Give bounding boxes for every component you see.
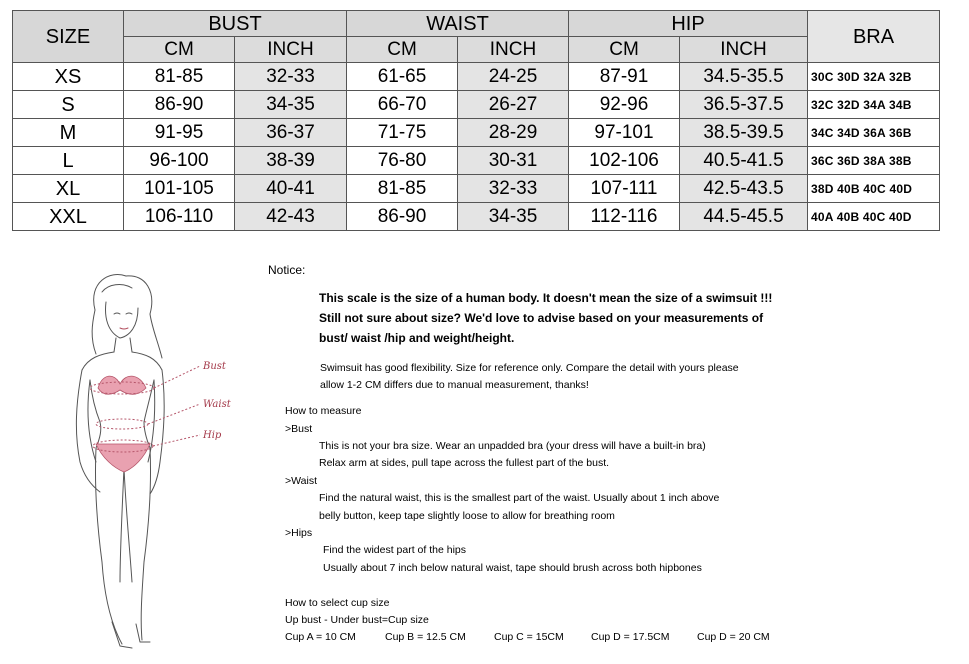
- cup-size-formula: Up bust - Under bust=Cup size: [285, 614, 429, 626]
- hip-inch-cell: 36.5-37.5: [680, 91, 808, 119]
- cup-a-value: Cup A = 10 CM: [285, 631, 356, 643]
- cup-c-value: Cup C = 15CM: [494, 631, 564, 643]
- table-row: [13, 63, 940, 91]
- size-rows: [13, 63, 940, 231]
- waist-inch-cell: 34-35: [458, 203, 569, 231]
- bra-size-cell: 40A 40B 40C 40D: [808, 203, 940, 231]
- hips-instruction-2: Usually about 7 inch below natural waist, tape should brush across both hipbones: [323, 562, 702, 574]
- body-measurement-illustration: [50, 262, 250, 652]
- hip-cm-cell: 92-96: [569, 91, 680, 119]
- waist-instruction-1: Find the natural waist, this is the smallest part of the waist. Usually about 1 inch above: [319, 492, 720, 504]
- bust-cm-cell: 91-95: [124, 119, 235, 147]
- hip-cm-cell: 87-91: [569, 63, 680, 91]
- flexibility-line-2: allow 1-2 CM differs due to manual measurement, thanks!: [320, 379, 589, 391]
- hip-inch-cell: 34.5-35.5: [680, 63, 808, 91]
- bust-header: BUST: [124, 11, 347, 37]
- bust-inch-cell: 42-43: [235, 203, 347, 231]
- bust-inch-cell: 36-37: [235, 119, 347, 147]
- waist-cm-cell: 81-85: [347, 175, 458, 203]
- waist-cm-cell: 71-75: [347, 119, 458, 147]
- hip-inch-cell: 44.5-45.5: [680, 203, 808, 231]
- how-to-measure-heading: How to measure: [285, 405, 362, 417]
- hip-cm-cell: 97-101: [569, 119, 680, 147]
- bust-cm-header: CM: [124, 37, 235, 63]
- bust-instruction-2: Relax arm at sides, pull tape across the fullest part of the bust.: [319, 457, 610, 469]
- hip-measure-label: Hip: [203, 430, 222, 441]
- size-cell: XL: [13, 175, 124, 203]
- bust-cm-cell: 96-100: [124, 147, 235, 175]
- hip-header: HIP: [569, 11, 808, 37]
- waist-instruction-2: belly button, keep tape slightly loose to allow for breathing room: [319, 510, 615, 522]
- table-row: [13, 147, 940, 175]
- bra-header: BRA: [808, 11, 940, 63]
- waist-measure-label: Waist: [203, 399, 231, 410]
- table-row: [13, 175, 940, 203]
- waist-inch-cell: 26-27: [458, 91, 569, 119]
- hip-inch-header: INCH: [680, 37, 808, 63]
- bust-inch-cell: 34-35: [235, 91, 347, 119]
- size-cell: M: [13, 119, 124, 147]
- bust-cm-cell: 86-90: [124, 91, 235, 119]
- bra-size-cell: 32C 32D 34A 34B: [808, 91, 940, 119]
- hips-heading: >Hips: [285, 527, 313, 539]
- waist-cm-cell: 61-65: [347, 63, 458, 91]
- size-cell: S: [13, 91, 124, 119]
- hip-cm-cell: 112-116: [569, 203, 680, 231]
- size-cell: XXL: [13, 203, 124, 231]
- waist-heading: >Waist: [285, 475, 317, 487]
- table-row: [13, 91, 940, 119]
- notice-title: Notice:: [268, 263, 306, 277]
- flexibility-line-1: Swimsuit has good flexibility. Size for reference only. Compare the detail with yours please: [320, 362, 739, 374]
- waist-header: WAIST: [347, 11, 569, 37]
- bust-inch-cell: 32-33: [235, 63, 347, 91]
- waist-inch-cell: 30-31: [458, 147, 569, 175]
- bust-measure-label: Bust: [203, 361, 226, 372]
- cup-size-heading: How to select cup size: [285, 597, 390, 609]
- waist-cm-cell: 76-80: [347, 147, 458, 175]
- hips-instruction-1: Find the widest part of the hips: [323, 544, 466, 556]
- table-row: [13, 203, 940, 231]
- waist-inch-cell: 24-25: [458, 63, 569, 91]
- waist-cm-header: CM: [347, 37, 458, 63]
- notice-bold-line-2: Still not sure about size? We'd love to advise based on your measurements of: [319, 311, 764, 325]
- size-header: SIZE: [13, 11, 124, 63]
- hip-inch-cell: 40.5-41.5: [680, 147, 808, 175]
- bust-instruction-1: This is not your bra size. Wear an unpadded bra (your dress will have a built-in bra): [319, 440, 706, 452]
- bust-inch-cell: 40-41: [235, 175, 347, 203]
- waist-inch-cell: 28-29: [458, 119, 569, 147]
- waist-cm-cell: 66-70: [347, 91, 458, 119]
- size-cell: XS: [13, 63, 124, 91]
- bra-size-cell: 36C 36D 38A 38B: [808, 147, 940, 175]
- cup-d-value: Cup D = 17.5CM: [591, 631, 670, 643]
- waist-inch-header: INCH: [458, 37, 569, 63]
- waist-inch-cell: 32-33: [458, 175, 569, 203]
- hip-cm-cell: 107-111: [569, 175, 680, 203]
- cup-d-alt-value: Cup D = 20 CM: [697, 631, 770, 643]
- bra-size-cell: 30C 30D 32A 32B: [808, 63, 940, 91]
- notice-bold-line-3: bust/ waist /hip and weight/height.: [319, 331, 515, 345]
- bra-size-cell: 34C 34D 36A 36B: [808, 119, 940, 147]
- table-row: [13, 119, 940, 147]
- bust-cm-cell: 101-105: [124, 175, 235, 203]
- notice-bold-line-1: This scale is the size of a human body. It doesn't mean the size of a swimsuit !!!: [319, 291, 773, 305]
- size-cell: L: [13, 147, 124, 175]
- hip-cm-cell: 102-106: [569, 147, 680, 175]
- size-chart-table: [12, 10, 940, 231]
- bust-inch-header: INCH: [235, 37, 347, 63]
- bust-inch-cell: 38-39: [235, 147, 347, 175]
- bra-size-cell: 38D 40B 40C 40D: [808, 175, 940, 203]
- hip-inch-cell: 38.5-39.5: [680, 119, 808, 147]
- bust-heading: >Bust: [285, 423, 313, 435]
- waist-cm-cell: 86-90: [347, 203, 458, 231]
- cup-b-value: Cup B = 12.5 CM: [385, 631, 466, 643]
- hip-inch-cell: 42.5-43.5: [680, 175, 808, 203]
- bust-cm-cell: 106-110: [124, 203, 235, 231]
- hip-cm-header: CM: [569, 37, 680, 63]
- bust-cm-cell: 81-85: [124, 63, 235, 91]
